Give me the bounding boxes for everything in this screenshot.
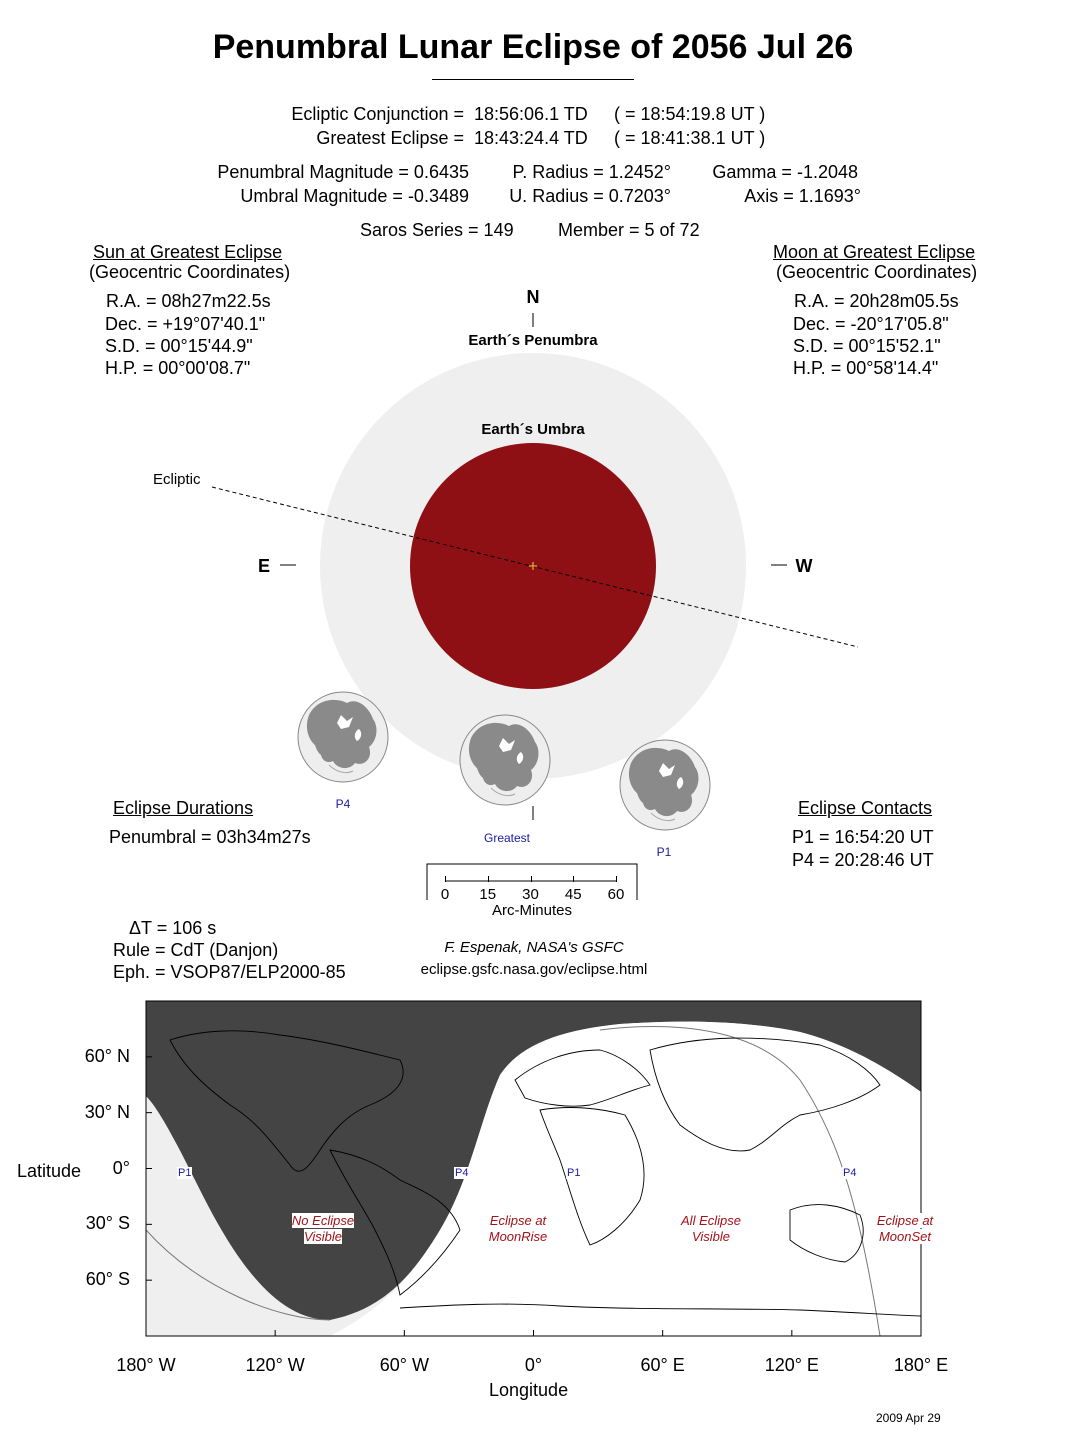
delta-t: ΔT = 106 s (129, 918, 217, 938)
scale-tick-label: 45 (564, 886, 582, 903)
ecliptic-label: Ecliptic (153, 471, 201, 488)
scale-tick (531, 876, 532, 882)
conjunction-label: Ecliptic Conjunction = (291, 104, 464, 124)
saros-member: Member = 5 of 72 (558, 220, 700, 240)
zone-label-moonset: Eclipse at (876, 1213, 934, 1228)
scale-tick (573, 876, 574, 882)
moon-heading: Moon at Greatest Eclipse (773, 242, 976, 262)
generation-date: 2009 Apr 29 (876, 1411, 941, 1425)
scale-tick-label: 15 (479, 886, 497, 903)
moon-subheading: (Geocentric Coordinates) (776, 262, 978, 282)
zone-label-no-eclipse: Visible (303, 1229, 343, 1244)
scale-tick-label: 60 (607, 886, 625, 903)
moon-p1 (620, 740, 710, 830)
east-label: E (257, 556, 271, 576)
zone-label-moonset: MoonSet (878, 1229, 932, 1244)
umbra-label: Earth´s Umbra (481, 421, 585, 438)
saros-series: Saros Series = 149 (360, 220, 514, 240)
latitude-axis-label: Latitude (17, 1161, 82, 1181)
zone-label-moonrise: Eclipse at (489, 1213, 547, 1228)
longitude-tick-label: 120° W (245, 1355, 305, 1375)
moon-sd: S.D. = 00°15'52.1" (793, 336, 941, 356)
longitude-tick-label: 120° E (764, 1355, 819, 1375)
moon-greatest (460, 715, 550, 805)
penumbra-label: Earth´s Penumbra (468, 332, 598, 349)
moon-p4 (298, 692, 388, 782)
scale-tick-label: 0 (440, 886, 450, 903)
zone-label-all: Visible (691, 1229, 731, 1244)
zone-label-all: All Eclipse (681, 1213, 741, 1228)
moon-hp: H.P. = 00°58'14.4" (793, 358, 939, 378)
scale-tick (445, 876, 446, 882)
longitude-tick-label: 60° E (640, 1355, 685, 1375)
umbra-radius: U. Radius = 0.7203° (509, 186, 671, 206)
penumbra-radius: P. Radius = 1.2452° (512, 162, 671, 182)
latitude-tick-label: 0° (112, 1157, 130, 1178)
latitude-tick-label: 60° S (85, 1269, 130, 1290)
latitude-tick-label: 30° N (84, 1101, 130, 1122)
map-contact-label: P1 (567, 1167, 581, 1179)
sun-sd: S.D. = 00°15'44.9" (105, 336, 253, 356)
sun-heading: Sun at Greatest Eclipse (93, 242, 283, 262)
axis-value: Axis = 1.1693° (744, 186, 861, 206)
greatest-eclipse-label: Greatest Eclipse = (316, 128, 464, 148)
danjon-rule: Rule = CdT (Danjon) (113, 940, 279, 960)
greatest-eclipse-ut: ( = 18:41:38.1 UT ) (614, 128, 766, 148)
contacts-heading: Eclipse Contacts (798, 798, 933, 818)
map-contact-label: P4 (843, 1167, 857, 1179)
moon-p1-label: P1 (656, 845, 672, 859)
longitude-tick-label: 180° E (893, 1355, 949, 1375)
longitude-axis-label: Longitude (489, 1380, 569, 1400)
gamma-value: Gamma = -1.2048 (712, 162, 858, 182)
sun-ra: R.A. = 08h27m22.5s (106, 291, 271, 311)
longitude-tick-label: 0° (524, 1355, 543, 1375)
conjunction-ut: ( = 18:54:19.8 UT ) (614, 104, 766, 124)
source-url: eclipse.gsfc.nasa.gov/eclipse.html (420, 961, 648, 978)
sun-subheading: (Geocentric Coordinates) (89, 262, 291, 282)
conjunction-td: 18:56:06.1 TD (474, 104, 588, 124)
visibility-map (0, 990, 1082, 1410)
penumbral-magnitude: Penumbral Magnitude = 0.6435 (217, 162, 469, 182)
longitude-tick-label: 180° W (116, 1355, 176, 1375)
scale-tick (488, 876, 489, 882)
durations-heading: Eclipse Durations (113, 798, 254, 818)
sun-hp: H.P. = 00°00'08.7" (105, 358, 251, 378)
map-contact-label: P1 (178, 1167, 192, 1179)
map-contact-label: P4 (455, 1167, 469, 1179)
contact-p4: P4 = 20:28:46 UT (792, 850, 934, 870)
zone-label-moonrise: MoonRise (488, 1229, 548, 1244)
zone-label-no-eclipse: No Eclipse (291, 1213, 355, 1228)
ephemeris: Eph. = VSOP87/ELP2000-85 (113, 962, 346, 982)
north-label: N (526, 287, 540, 307)
greatest-eclipse-td: 18:43:24.4 TD (474, 128, 588, 148)
scale-tick-label: 30 (522, 886, 539, 903)
longitude-tick-label: 60° W (379, 1355, 429, 1375)
contact-p1: P1 = 16:54:20 UT (792, 827, 934, 847)
moon-dec: Dec. = -20°17'05.8" (793, 314, 949, 334)
scale-label: Arc-Minutes (491, 902, 573, 919)
moon-p4-label: P4 (335, 797, 351, 811)
west-label: W (795, 556, 813, 576)
moon-ra: R.A. = 20h28m05.5s (794, 291, 959, 311)
penumbral-duration: Penumbral = 03h34m27s (109, 827, 311, 847)
credit: F. Espenak, NASA's GSFC (444, 939, 624, 956)
sun-dec: Dec. = +19°07'40.1" (105, 314, 266, 334)
latitude-tick-label: 30° S (85, 1213, 130, 1234)
umbral-magnitude: Umbral Magnitude = -0.3489 (240, 186, 469, 206)
page-title: Penumbral Lunar Eclipse of 2056 Jul 26 (212, 28, 854, 66)
latitude-tick-label: 60° N (84, 1045, 130, 1066)
moon-greatest-label: Greatest (483, 831, 531, 845)
scale-tick (616, 876, 617, 882)
